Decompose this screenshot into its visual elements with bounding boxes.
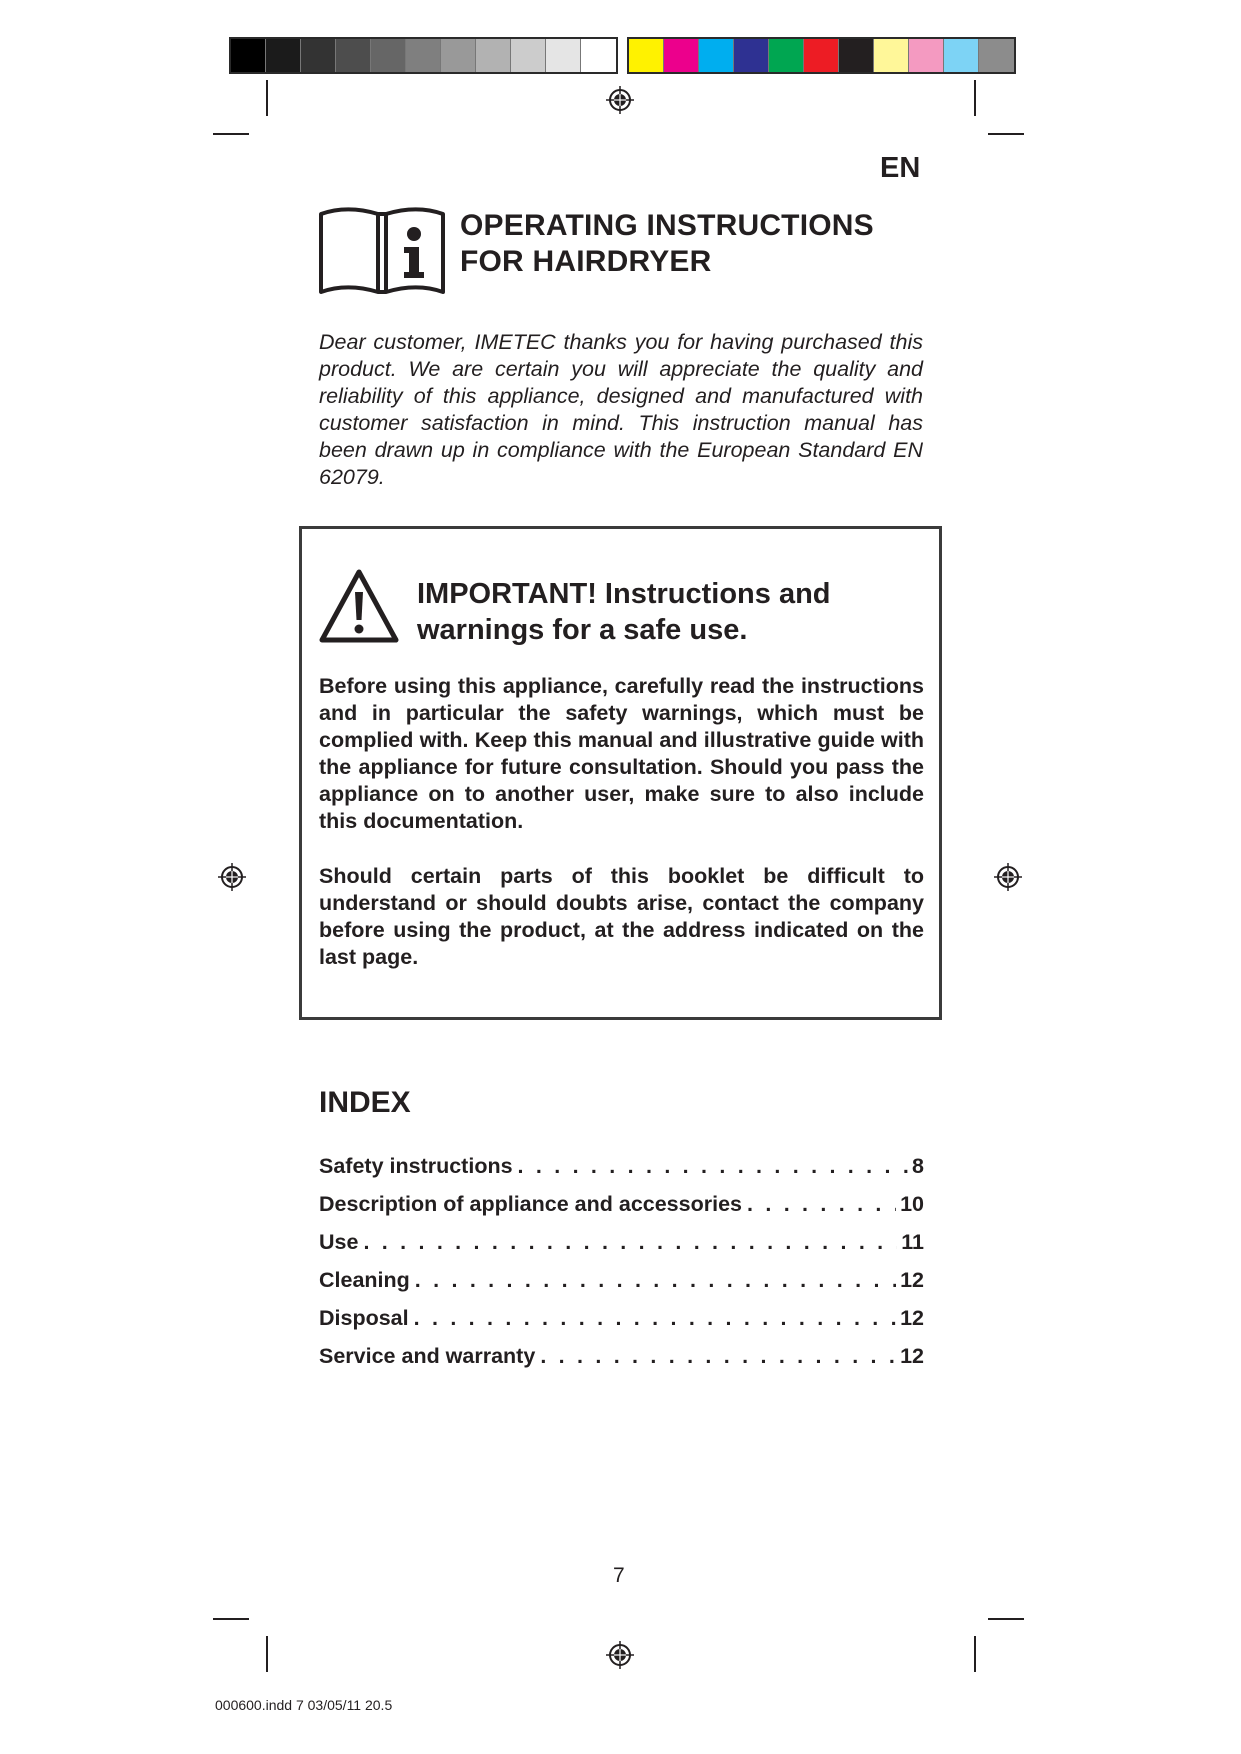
index-entry-leader [410, 1268, 896, 1293]
warning-title [417, 576, 831, 648]
index-entry-page: 12 [900, 1268, 924, 1292]
grey-swatch [231, 39, 266, 72]
grey-swatch [476, 39, 511, 72]
index-entry-leader [535, 1344, 896, 1369]
color-swatch [699, 39, 734, 72]
crop-mark [974, 80, 976, 116]
crop-mark [266, 1636, 268, 1672]
grey-swatch [546, 39, 581, 72]
grey-swatch [371, 39, 406, 72]
crop-mark [974, 1636, 976, 1672]
index-list [319, 1154, 924, 1382]
crop-mark [213, 133, 249, 135]
grey-swatch [266, 39, 301, 72]
info-book-icon [318, 204, 446, 296]
index-entry-page: 10 [900, 1192, 924, 1216]
color-swatch [979, 39, 1014, 72]
grey-swatch [301, 39, 336, 72]
color-swatch [769, 39, 804, 72]
registration-mark-icon [217, 862, 247, 892]
color-swatch [874, 39, 909, 72]
index-entry-label: Cleaning [319, 1268, 410, 1292]
index-entry-label: Use [319, 1230, 359, 1254]
warning-title-line-1: IMPORTANT! Instructions and [417, 578, 831, 610]
print-slug: 000600.indd 7 03/05/11 20.5 [215, 1697, 393, 1713]
index-entry-label: Safety instructions [319, 1154, 513, 1178]
title-line-1: OPERATING INSTRUCTIONS [460, 209, 874, 242]
color-swatch [909, 39, 944, 72]
grey-calibration-bar [229, 37, 618, 74]
grey-swatch [511, 39, 546, 72]
index-entry-page: 12 [900, 1344, 924, 1368]
index-entry [319, 1268, 924, 1306]
page-bleed [0, 0, 215, 1754]
warning-paragraph-1: Before using this appliance, carefully read the instructions and in particular the safety warnings, which must be complied with. Keep this manual and illustrative guide with the appliance for future consultation. Should you pass the appliance on to another user, make sure to also include this documentation. [319, 674, 924, 833]
grey-swatch [441, 39, 476, 72]
index-entry [319, 1230, 924, 1268]
warning-title-line-2: warnings for a safe use. [417, 614, 748, 646]
grey-swatch [336, 39, 371, 72]
index-entry [319, 1192, 924, 1230]
index-entry-page: 8 [912, 1154, 924, 1178]
warning-paragraph-2: Should certain parts of this booklet be difficult to understand or should doubts arise, contact the company before using the product, at the address indicated on the last page. [319, 864, 924, 969]
index-entry-leader [358, 1230, 897, 1255]
index-entry-page: 12 [900, 1306, 924, 1330]
grey-swatch [406, 39, 441, 72]
registration-mark-icon [993, 862, 1023, 892]
document-title [460, 208, 874, 280]
color-calibration-bar [627, 37, 1016, 74]
crop-mark [988, 133, 1024, 135]
color-swatch [804, 39, 839, 72]
intro-paragraph: Dear customer, IMETEC thanks you for having purchased this product. We are certain you will appreciate the quality and reliability of this appliance, designed and manufactured with customer satisfaction in mind. This instruction manual has been drawn up in compliance with the European Standard EN 62079. [319, 330, 923, 489]
crop-mark [213, 1618, 249, 1620]
index-entry-label: Service and warranty [319, 1344, 536, 1368]
page-number: 7 [613, 1564, 625, 1587]
grey-swatch [581, 39, 616, 72]
color-swatch [839, 39, 874, 72]
index-entry-label: Description of appliance and accessories [319, 1192, 742, 1216]
index-entry [319, 1306, 924, 1344]
index-entry [319, 1154, 924, 1192]
index-entry [319, 1344, 924, 1382]
color-swatch [944, 39, 979, 72]
index-entry-leader [409, 1306, 896, 1331]
index-entry-leader [513, 1154, 908, 1179]
warning-triangle-icon [318, 568, 400, 644]
index-title: INDEX [319, 1086, 411, 1119]
color-swatch [629, 39, 664, 72]
language-code: EN [880, 152, 921, 184]
title-line-2: FOR HAIRDRYER [460, 245, 712, 278]
index-entry-label: Disposal [319, 1306, 409, 1330]
index-entry-page: 11 [901, 1230, 924, 1254]
color-swatch [734, 39, 769, 72]
registration-mark-icon [605, 1640, 635, 1670]
registration-mark-icon [605, 85, 635, 115]
color-swatch [664, 39, 699, 72]
crop-mark [266, 80, 268, 116]
index-entry-leader [742, 1192, 896, 1217]
crop-mark [988, 1618, 1024, 1620]
